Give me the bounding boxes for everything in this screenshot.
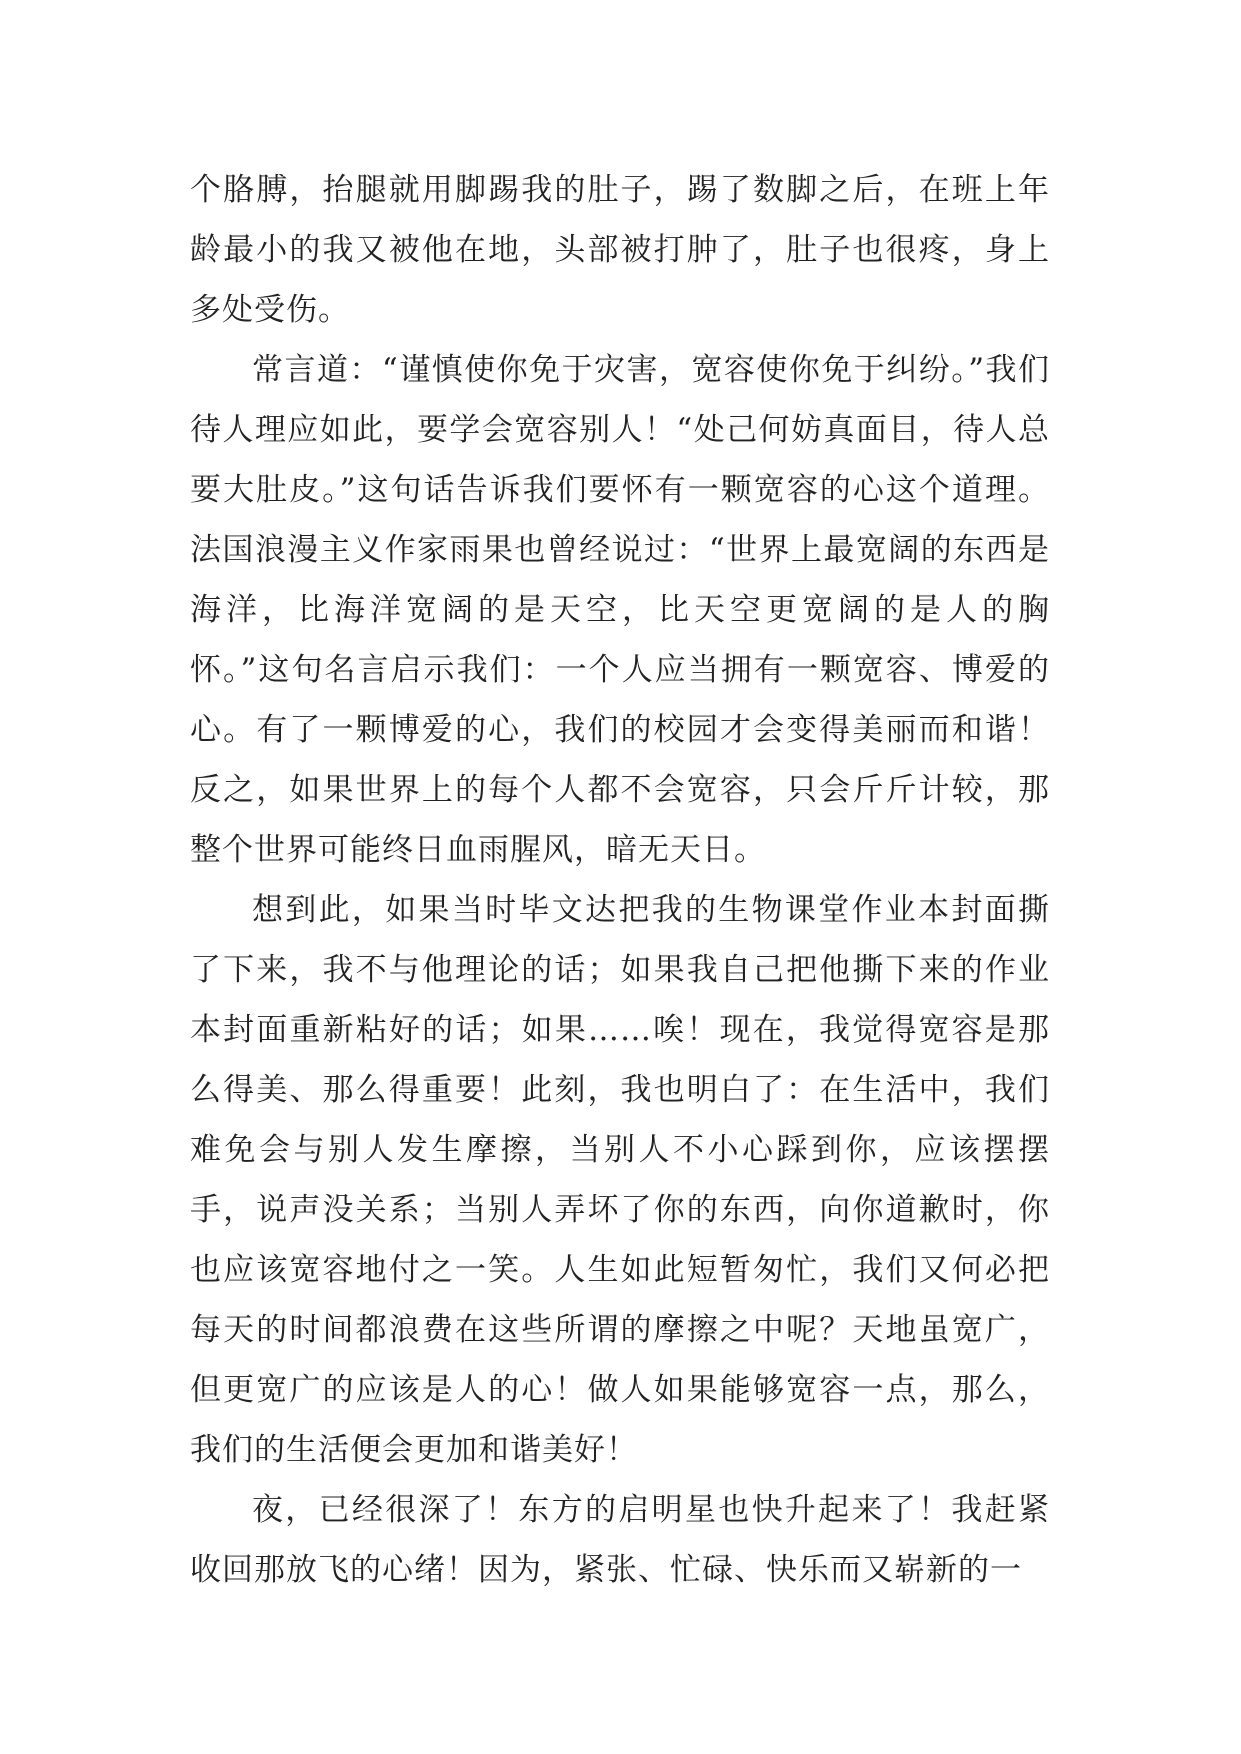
paragraph-1: 个胳膊，抬腿就用脚踢我的肚子，踢了数脚之后，在班上年龄最小的我又被他在地，头部被打肿了，肚子也很疼，身上多处受伤。 [190,172,1050,328]
document-page [190,160,1050,1600]
paragraph-3: 想到此，如果当时毕文达把我的生物课堂作业本封面撕了下来，我不与他理论的话；如果我自己把他撕下来的作业本封面重新粘好的话；如果……唉！现在，我觉得宽容是那么得美、那么得重要！此刻，我也明白了：在生活中，我们难免会与别人发生摩擦，当别人不小心踩到你，应该摆摆手，说声没关系；当别人弄坏了你的东西，向你道歉时，你也应该宽容地付之一笑。人生如此短暂匆忙，我们又何必把每天的时间都浪费在这些所谓的摩擦之中呢？天地虽宽广，但更宽广的应该是人的心！做人如果能够宽容一点，那么，我们的生活便会更加和谐美好！ [190,892,1050,1468]
paragraph-2: 常言道：“谨慎使你免于灾害，宽容使你免于纠纷。”我们待人理应如此，要学会宽容别人！“处己何妨真面目，待人总要大肚皮。”这句话告诉我们要怀有一颗宽容的心这个道理。法国浪漫主义作家雨果也曾经说过：“世界上最宽阔的东西是海洋，比海洋宽阔的是天空，比天空更宽阔的是人的胸怀。”这句名言启示我们：一个人应当拥有一颗宽容、博爱的心。有了一颗博爱的心，我们的校园才会变得美丽而和谐！反之，如果世界上的每个人都不会宽容，只会斤斤计较，那整个世界可能终日血雨腥风，暗无天日。 [190,352,1050,868]
paragraph-4: 夜，已经很深了！东方的启明星也快升起来了！我赶紧收回那放飞的心绪！因为，紧张、忙碌、快乐而又崭新的一 [190,1492,1050,1588]
